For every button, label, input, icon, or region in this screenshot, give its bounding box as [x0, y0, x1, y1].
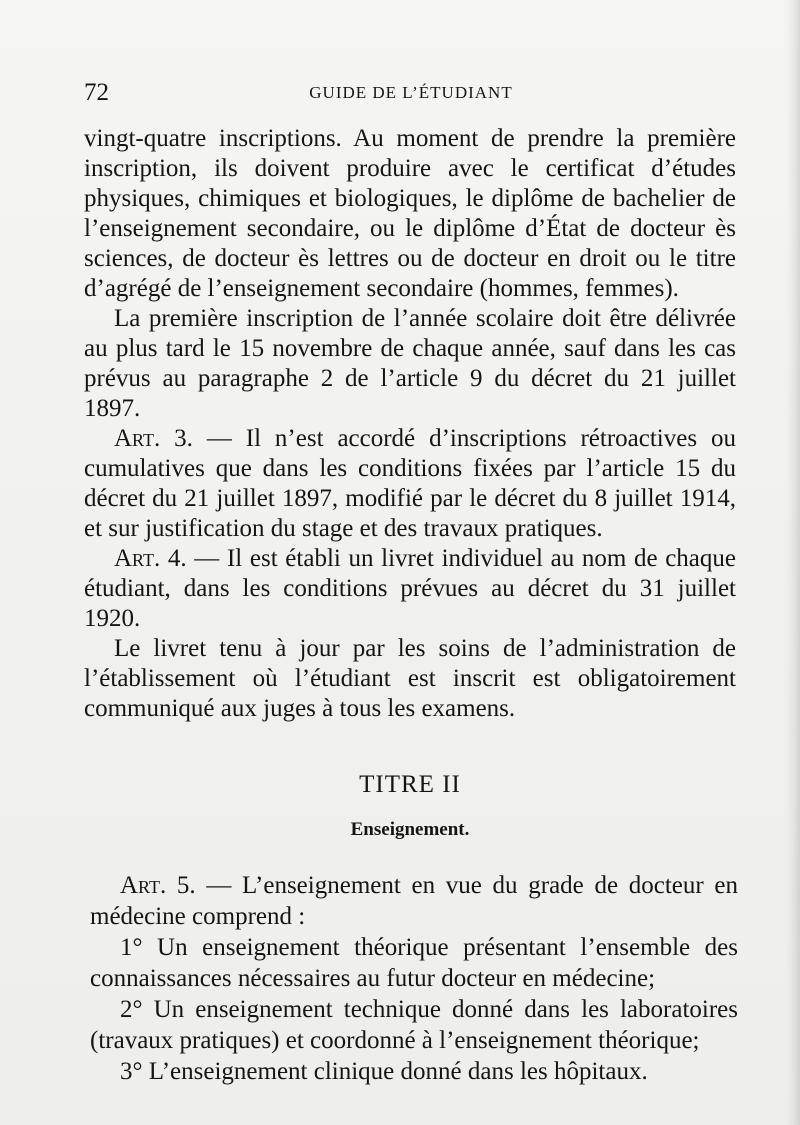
article-5-text: — L’enseignement en vue du grade de docteur en médecine comprend : — [90, 872, 738, 930]
article-4-text: — Il est établi un livret individuel au nom de chaque étudiant, dans les conditions prévues au décret du 31 juillet 1920. — [84, 545, 736, 632]
article-4 — [84, 544, 736, 634]
article-3-label: Art. 3. — [114, 425, 193, 452]
article-3 — [84, 424, 736, 544]
paragraph-livret: Le livret tenu à jour par les soins de l’administration de l’établissement où l’étudiant est inscrit est obligatoirement communiqué aux juges à tous les examens. — [84, 635, 736, 722]
article-5 — [90, 870, 738, 932]
page-number: 72 — [84, 79, 109, 106]
body-text — [84, 124, 736, 724]
list-item-3: 3° L’enseignement clinique donné dans les hôpitaux. — [120, 1058, 648, 1085]
list-item-2: 2° Un enseignement technique donné dans les laboratoires (travaux pratiques) et coordonné à l’enseignement théorique; — [90, 996, 738, 1054]
page-header — [84, 78, 738, 108]
paragraph-continuation: vingt-quatre inscriptions. Au moment de prendre la première inscription, ils doivent produire avec le certificat d’études physiques, chimiques et biologiques, le diplôme de bachelier de l’enseignement secondaire, ou le diplôme d’État de docteur ès sciences, de docteur ès lettres ou de docteur en droit ou le titre d’agrégé de l’enseignement secondaire (hommes, femmes). — [84, 125, 736, 302]
section-title: TITRE II — [359, 771, 461, 798]
section-subtitle: Enseignement. — [350, 819, 470, 840]
list-item-1: 1° Un enseignement théorique présentant l’ensemble des connaissances nécessaires au futur docteur en médecine; — [90, 934, 738, 992]
paragraph-first-inscription: La première inscription de l’année scolaire doit être délivrée au plus tard le 15 novembre de chaque année, sauf dans les cas prévus au paragraphe 2 de l’article 9 du décret du 21 juillet 1897. — [84, 305, 736, 422]
article-4-label: Art. 4. — [114, 545, 187, 572]
page-edge-shadow — [786, 0, 800, 1125]
article-3-text: — Il n’est accordé d’inscriptions rétroactives ou cumulatives que dans les conditions fixées par l’article 15 du décret du 21 juillet 1897, modifié par le décret du 8 juillet 1914, et sur justification du stage et des travaux pratiques. — [84, 425, 736, 542]
article-5-label: Art. 5. — [120, 872, 196, 899]
body-text-2 — [90, 870, 738, 1087]
running-head: GUIDE DE L’ÉTUDIANT — [309, 83, 513, 102]
